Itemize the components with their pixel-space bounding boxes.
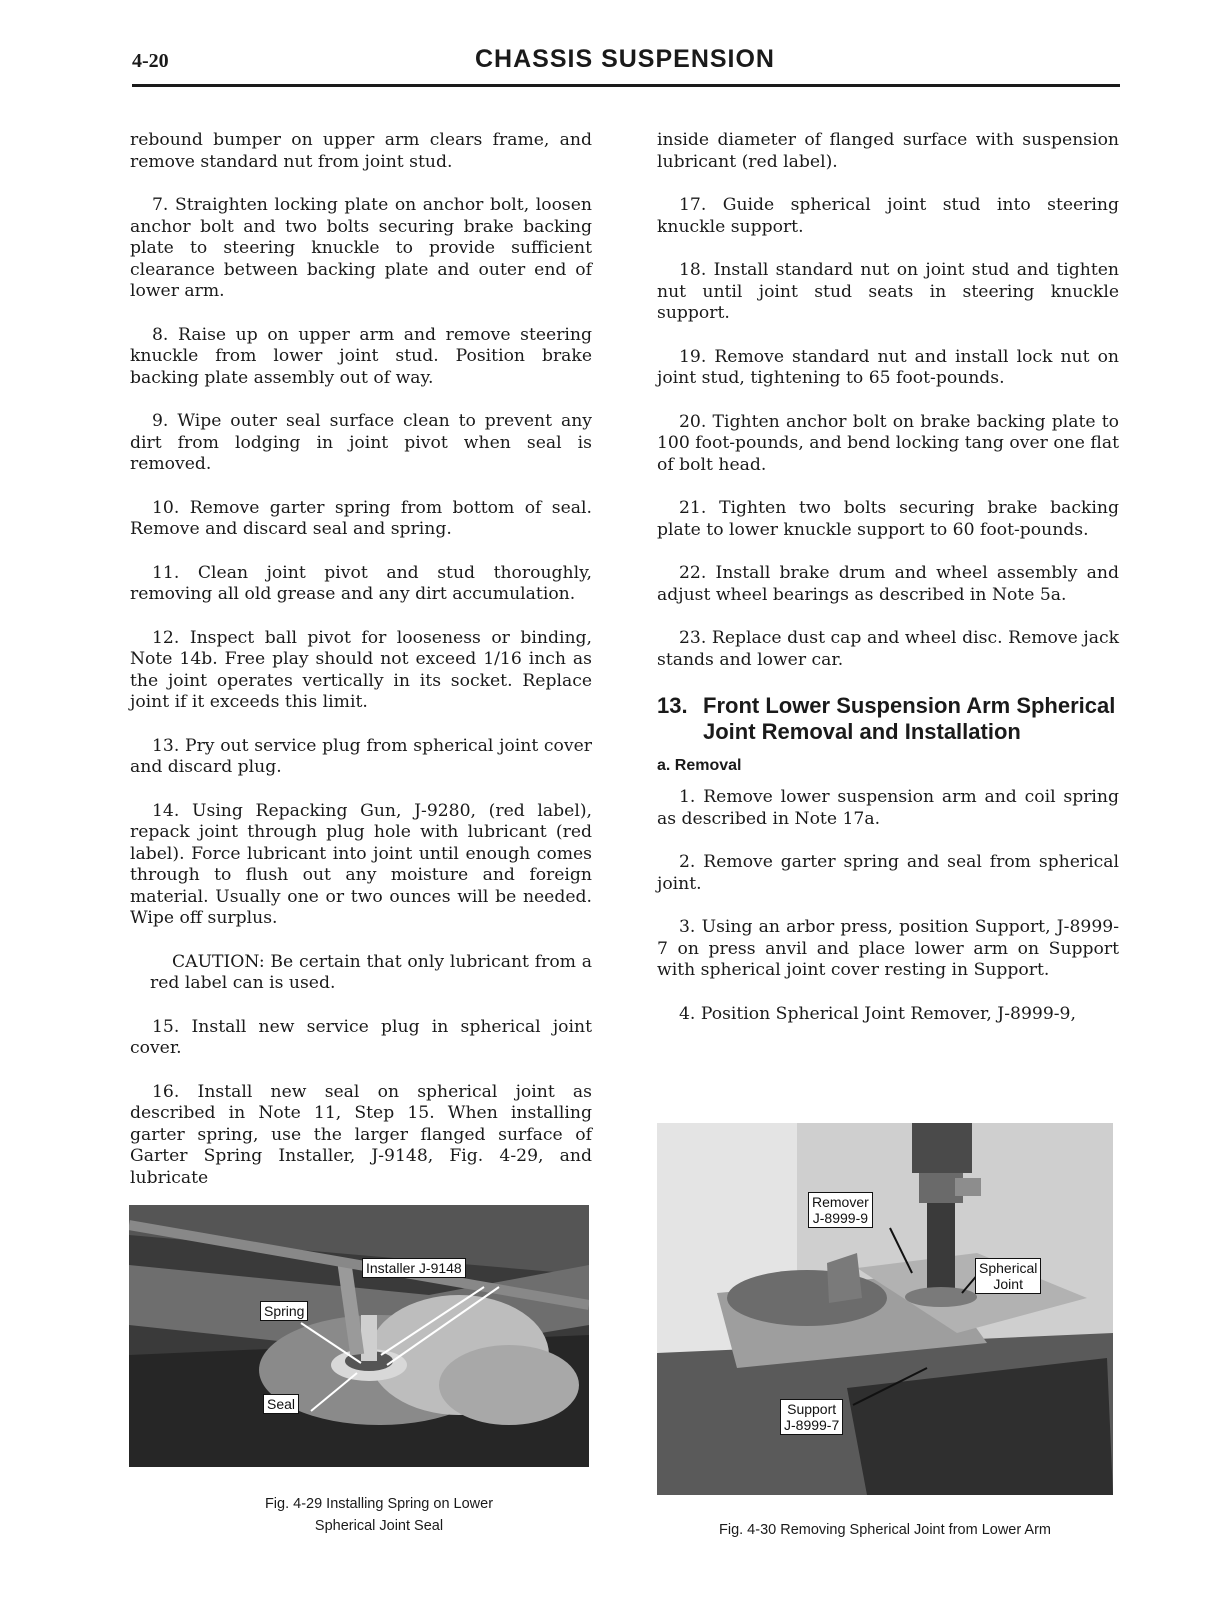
installer-label: Installer J-9148	[362, 1258, 466, 1278]
removal-step-4: 4. Position Spherical Joint Remover, J-8999-9,	[679, 1003, 1076, 1024]
step-8: 8. Raise up on upper arm and remove steering knuckle from lower joint stud. Position brake backing plate assembly out of way.	[130, 324, 592, 388]
remover-label-line-1: Remover	[812, 1194, 869, 1210]
remover-label	[808, 1192, 873, 1228]
remover-label-line-2: J-8999-9	[812, 1210, 869, 1226]
figure-4-30-caption: Fig. 4-30 Removing Spherical Joint from Lower Arm	[718, 1522, 1052, 1538]
page-title: CHASSIS SUSPENSION	[474, 45, 775, 73]
subsection-heading: a. Removal	[657, 757, 742, 774]
step-15: 15. Install new service plug in spherical joint cover.	[130, 1016, 592, 1058]
section-heading	[657, 693, 1119, 745]
left-column	[130, 130, 592, 1211]
step-9: 9. Wipe outer seal surface clean to prevent any dirt from lodging in joint pivot when seal is removed.	[130, 411, 592, 474]
step-7: 7. Straighten locking plate on anchor bolt, loosen anchor bolt and two bolts securing brake backing plate to steering knuckle to provide sufficient clearance between backing plate and outer end of lower arm.	[130, 195, 592, 301]
step-16: 16. Install new seal on spherical joint as described in Note 11, Step 15. When installing garter spring, use the larger flanged surface of Garter Spring Installer, J-9148, Fig. 4-29, and lubricate	[130, 1081, 592, 1188]
section-number: 13.	[657, 693, 688, 718]
removal-step-2: 2. Remove garter spring and seal from spherical joint.	[657, 852, 1119, 894]
caution-note: CAUTION: Be certain that only lubricant from a red label can is used.	[150, 951, 592, 993]
section-title: Front Lower Suspension Arm Spherical Joint Removal and Installation	[703, 693, 1116, 744]
step-13: 13. Pry out service plug from spherical joint cover and discard plug.	[130, 735, 592, 777]
step-21: 21. Tighten two bolts securing brake backing plate to lower knuckle support to 60 foot-pounds.	[657, 498, 1119, 540]
joint-label-line-2: Joint	[993, 1276, 1023, 1292]
caption-line-1: Fig. 4-29 Installing Spring on Lower	[264, 1496, 494, 1512]
figure-4-30-illustration	[657, 1123, 1113, 1495]
step-23: 23. Replace dust cap and wheel disc. Remove jack stands and lower car.	[657, 628, 1119, 670]
step-20: 20. Tighten anchor bolt on brake backing plate to 100 foot-pounds, and bend locking tang over one flat of bolt head.	[657, 411, 1119, 475]
paragraph: rebound bumper on upper arm clears frame, and remove standard nut from joint stud.	[130, 130, 592, 172]
step-10: 10. Remove garter spring from bottom of seal. Remove and discard seal and spring.	[130, 497, 592, 539]
step-17: 17. Guide spherical joint stud into steering knuckle support.	[657, 195, 1119, 237]
seal-label: Seal	[263, 1394, 299, 1414]
step-12: 12. Inspect ball pivot for looseness or binding, Note 14b. Free play should not exceed 1/16 inch as the joint operates vertically in its socket. Replace joint if it exceeds this limit.	[130, 627, 592, 712]
support-label	[780, 1399, 843, 1435]
removal-step-3: 3. Using an arbor press, position Support, J-8999-7 on press anvil and place lower arm on Support with spherical joint cover resting in Support.	[657, 917, 1119, 980]
spherical-joint-label	[975, 1258, 1041, 1294]
step-22: 22. Install brake drum and wheel assembly and adjust wheel bearings as described in Note 5a.	[657, 563, 1119, 605]
caption-line-2: Spherical Joint Seal	[314, 1518, 444, 1534]
figure-4-29-caption	[129, 1493, 629, 1537]
paragraph: inside diameter of flanged surface with suspension lubricant (red label).	[657, 130, 1119, 172]
joint-label-line-1: Spherical	[979, 1260, 1038, 1276]
figure-4-29-photo	[129, 1205, 589, 1467]
removal-step-1: 1. Remove lower suspension arm and coil spring as described in Note 17a.	[657, 787, 1119, 829]
support-label-line-2: J-8999-7	[784, 1417, 840, 1433]
step-14: 14. Using Repacking Gun, J-9280, (red label), repack joint through plug hole with lubricant (red label). Force lubricant into joint until enough comes through to flush out any moisture and foreign material. Usually one or two ounces will be needed. Wipe off surplus.	[130, 800, 592, 928]
header-rule	[132, 84, 1120, 87]
figure-4-29-illustration	[129, 1205, 589, 1467]
figure-4-30-photo	[657, 1123, 1113, 1495]
step-11: 11. Clean joint pivot and stud thoroughly, removing all old grease and any dirt accumulation.	[130, 562, 592, 604]
step-19: 19. Remove standard nut and install lock nut on joint stud, tightening to 65 foot-pounds.	[657, 346, 1119, 388]
page-number: 4-20	[132, 50, 169, 72]
step-18: 18. Install standard nut on joint stud and tighten nut until joint stud seats in steering knuckle support.	[657, 260, 1119, 323]
spring-label: Spring	[260, 1301, 308, 1321]
support-label-line-1: Support	[787, 1401, 837, 1417]
right-column	[657, 130, 1119, 1047]
